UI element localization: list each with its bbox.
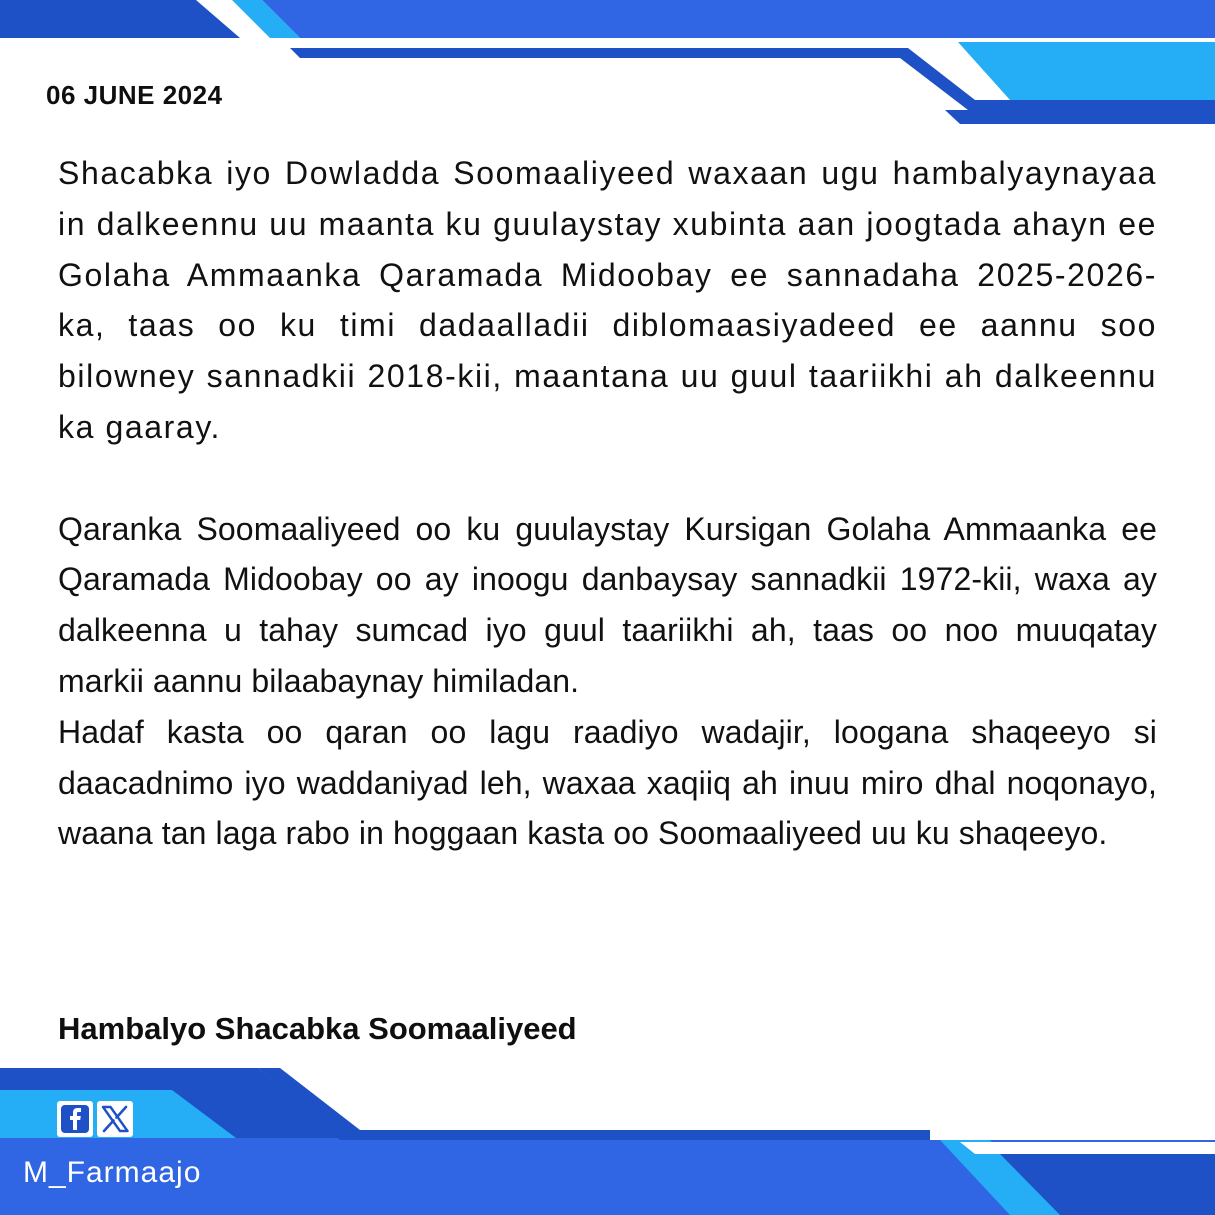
statement-body: [58, 148, 1157, 859]
social-icons: [57, 1101, 133, 1137]
date-label: 06 JUNE 2024: [46, 80, 223, 110]
x-twitter-icon[interactable]: [97, 1101, 133, 1137]
paragraph-1: Shacabka iyo Dowladda Soomaaliyeed waxaan ugu hambalyaynayaa in dalkeennu uu maanta ku guulaystay xubinta aan joogtada ahayn ee Golaha Ammaanka Qaramada Midoobay ee sannadaha 2025-2026-ka, taas oo ku timi dadaalladii diblomaasiyadeed ee aannu soo bilowney sannadkii 2018-kii, maantana uu guul taariikhi ah dalkeennu ka gaaray.: [58, 155, 1157, 445]
social-handle: M_Farmaajo: [23, 1156, 202, 1189]
paragraph-3: Hadaf kasta oo qaran oo lagu raadiyo wadajir, loogana shaqeeyo si daacadnimo iyo waddaniyad leh, waxaa xaqiiq ah inuu miro dhal noqonayo, waana tan laga rabo in hoggaan kasta oo Soomaaliyeed uu ku shaqeeyo.: [58, 713, 1157, 852]
facebook-icon[interactable]: [57, 1101, 93, 1137]
signoff-heading: Hambalyo Shacabka Soomaaliyeed: [58, 1011, 577, 1046]
paragraph-2: Qaranka Soomaaliyeed oo ku guulaystay Kursigan Golaha Ammaanka ee Qaramada Midoobay oo ay inoogu danbaysay sannadkii 1972-kii, waxa ay dalkeenna u tahay sumcad iyo guul taariikhi ah, taas oo noo muuqatay markii aannu bilaabaynay himiladan.: [58, 510, 1157, 699]
bottom-decorative-banner: [0, 1060, 1215, 1215]
